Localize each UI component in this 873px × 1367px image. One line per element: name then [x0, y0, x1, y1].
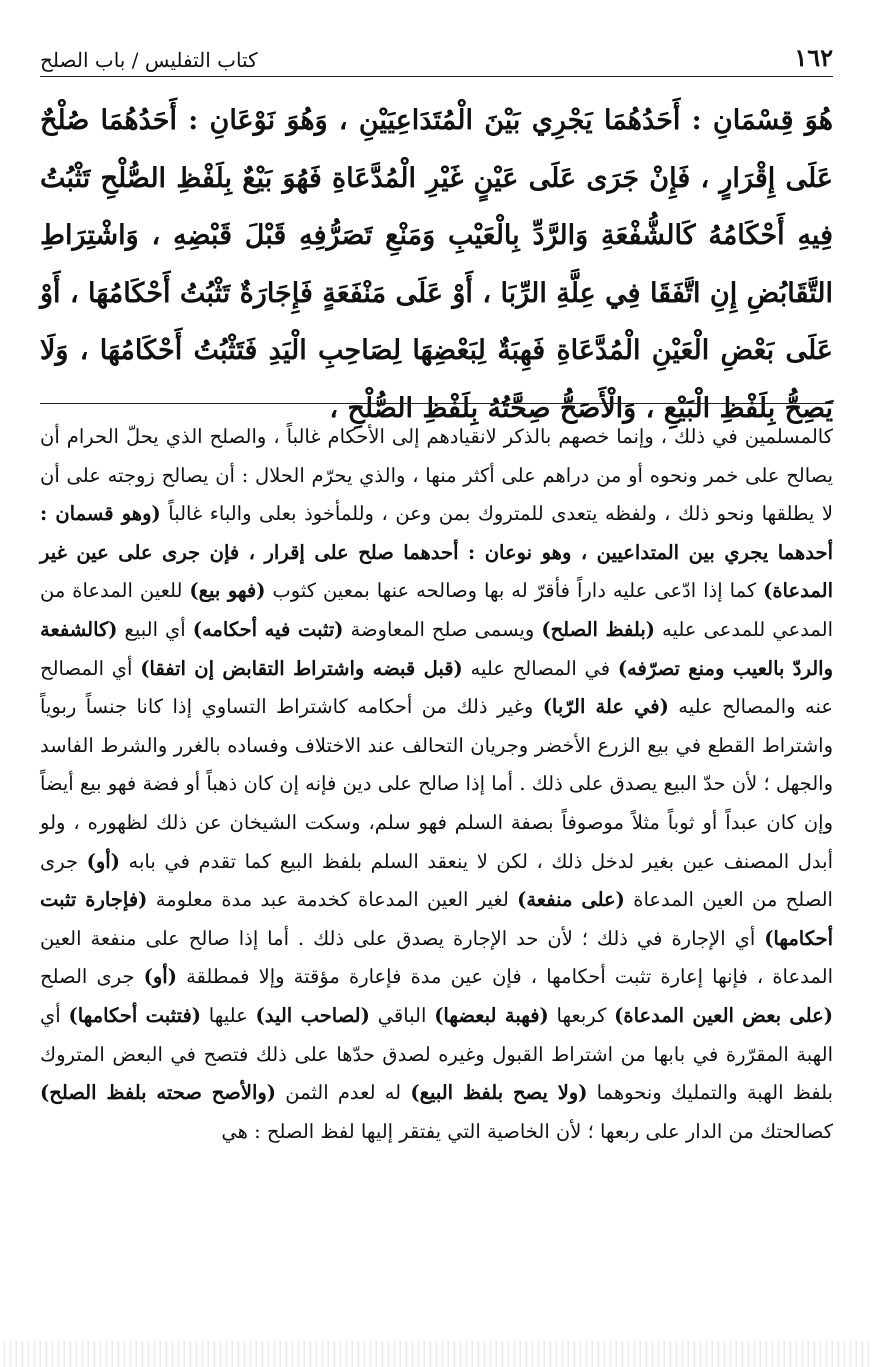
sharh-seg: الباقي	[369, 1003, 435, 1027]
sharh-seg: كما إذا ادّعى عليه داراً فأقرّ له بها وصالحه عنها بمعين كثوب	[265, 579, 764, 603]
sharh-seg: (تثبت فيه أحكامه)	[192, 617, 344, 641]
sharh-seg: (لصاحب اليد)	[255, 1003, 370, 1027]
sharh-seg: في المصالح عليه	[462, 656, 618, 680]
separator-line	[40, 403, 833, 404]
sharh-seg: كالمسلمين في ذلك ، وإنما خصهم بالذكر لانقيادهم إلى الأحكام غالباً ، والصلح الذي يحلّ الحرام أن يصالح على خمر ونحوه أو من دراهم على أكثر منها ، والذي يحرّم الحلال : أن يصالح زوجته على أن لا يطلقها ونحو ذلك ، ولفظه يتعدى للمتروك بمن وعن ، وللمأخوذ بعلى والباء غالباً	[40, 425, 833, 526]
sharh-seg: كصالحتك من الدار على ربعها ؛ لأن الخاصية التي يفتقر إليها لفظ الصلح : هي	[221, 1119, 833, 1143]
sharh-seg: عليها	[201, 1003, 256, 1027]
sharh-seg: (على بعض العين المدعاة)	[614, 1003, 833, 1027]
sharh-seg: له لعدم الثمن	[276, 1081, 411, 1105]
sharh-seg: (كالشفعة والردّ بالعيب ومنع تصرّفه)	[40, 617, 834, 680]
running-title: كتاب التفليس / باب الصلح	[40, 48, 258, 72]
sharh-seg: (وهو قسمان : أحدهما يجري بين المتداعيين ، وهو نوعان : أحدهما صلح على إقرار ، فإن جرى على عين غير المدعاة)	[40, 502, 833, 603]
sharh-seg: (أو)	[143, 965, 177, 989]
sharh-seg: للعين المدعاة من المدعي للمدعى عليه	[40, 579, 834, 641]
sharh-seg: (فتثبت أحكامها)	[68, 1003, 202, 1027]
sharh-seg: أي الإجارة في ذلك ؛ لأن حد الإجارة يصدق على ذلك . أما إذا صالح على منفعة العين المدعاة ، فإنها إعارة تثبت أحكامها ، فإن عين مدة فإعارة مؤقتة وإلا فمطلقة	[40, 926, 833, 989]
sharh-seg: (فهبة لبعضها)	[434, 1003, 549, 1027]
sharh-seg: (فإجارة تثبت أحكامها)	[40, 888, 833, 950]
scan-edge-noise	[0, 1341, 873, 1367]
page-number: ١٦٢	[794, 43, 833, 72]
sharh-seg: (والأصح صحته بلفظ الصلح)	[40, 1081, 277, 1105]
page-header	[40, 38, 833, 77]
commentary-text	[40, 418, 833, 1151]
sharh-seg: (في علة الرّبا)	[542, 695, 669, 719]
sharh-seg: (ولا يصح بلفظ البيع)	[410, 1081, 588, 1105]
sharh-seg: أي المصالح عنه والمصالح عليه	[40, 656, 833, 719]
sharh-seg: (قبل قبضه واشتراط التقابض إن اتفقا)	[140, 656, 463, 680]
sharh-seg: جرى الصلح	[40, 965, 144, 989]
sharh-seg: أي البيع	[117, 617, 193, 641]
main-text: هُوَ قِسْمَانِ : أَحَدُهُمَا يَجْرِي بَيْنَ الْمُتَدَاعِيَيْنِ ، وَهُوَ نَوْعَانِ : أَحَدُهُمَا صُلْحٌ عَلَى إِقْرَارٍ ، فَإِنْ جَرَى عَلَى عَيْنٍ غَيْرِ الْمُدَّعَاةِ فَهُوَ بَيْعٌ بِلَفْظِ الصُّلْحِ تَثْبُتُ فِيهِ أَحْكَامُهُ كَالشُّفْعَةِ وَالرَّدِّ بِالْعَيْبِ وَمَنْعِ تَصَرُّفِهِ قَبْلَ قَبْضِهِ ، وَاشْتِرَاطِ التَّقَابُضِ إِنِ اتَّفَقَا فِي عِلَّةِ الرِّبَا ، أَوْ عَلَى مَنْفَعَةٍ فَإِجَارَةٌ تَثْبُتُ أَحْكَامُهَا ، أَوْ عَلَى بَعْضِ الْعَيْنِ الْمُدَّعَاةِ فَهِبَةٌ لِبَعْضِهَا لِصَاحِبِ الْيَدِ فَتَثْبُتُ أَحْكَامُهَا ، وَلَا يَصِحُّ بِلَفْظِ الْبَيْعِ ، وَالْأَصَحُّ صِحَّتُهُ بِلَفْظِ الصُّلْحِ ،	[40, 105, 833, 424]
sharh-seg: (بلفظ الصلح)	[541, 617, 655, 641]
sharh-seg: (فهو بيع)	[189, 579, 266, 603]
sharh-seg: أي الهبة المقرّرة في بابها من اشتراط القبول وغيره لصدق حدّها على ذلك فتصح في البعض المتروك بلفظ الهبة والتمليك ونحوهما	[40, 1003, 833, 1105]
sharh-seg: لغير العين المدعاة كخدمة عبد مدة معلومة	[147, 888, 518, 912]
sharh-seg: ويسمى صلح المعاوضة	[343, 617, 542, 641]
sharh-seg: كربعها	[548, 1003, 615, 1027]
sharh-seg: (أو)	[86, 849, 120, 873]
sharh-seg: (على منفعة)	[517, 888, 625, 912]
sharh-seg: وغير ذلك من أحكامه كاشتراط التساوي إذا كانا جنساً ربوياً واشتراط القطع في بيع الزرع الأخضر وجريان التحالف عند الاختلاف وفساده بالغرر والشرط الفاسد والجهل ؛ لأن حدّ البيع يصدق على ذلك . أما إذا صالح على دين فإنه إن كان ذهباً أو فضة فهو بيع أيضاً وإن كان عبداً أو ثوباً مثلاً موصوفاً بصفة السلم فهو سلم، وسكت الشيخان عن ذلك لظهوره ، ولو أبدل المصنف عين بغير لدخل ذلك ، لكن لا ينعقد السلم بلفظ البيع كما تقدم في بابه	[40, 695, 833, 873]
sharh-seg: جرى الصلح من العين المدعاة	[40, 849, 833, 912]
